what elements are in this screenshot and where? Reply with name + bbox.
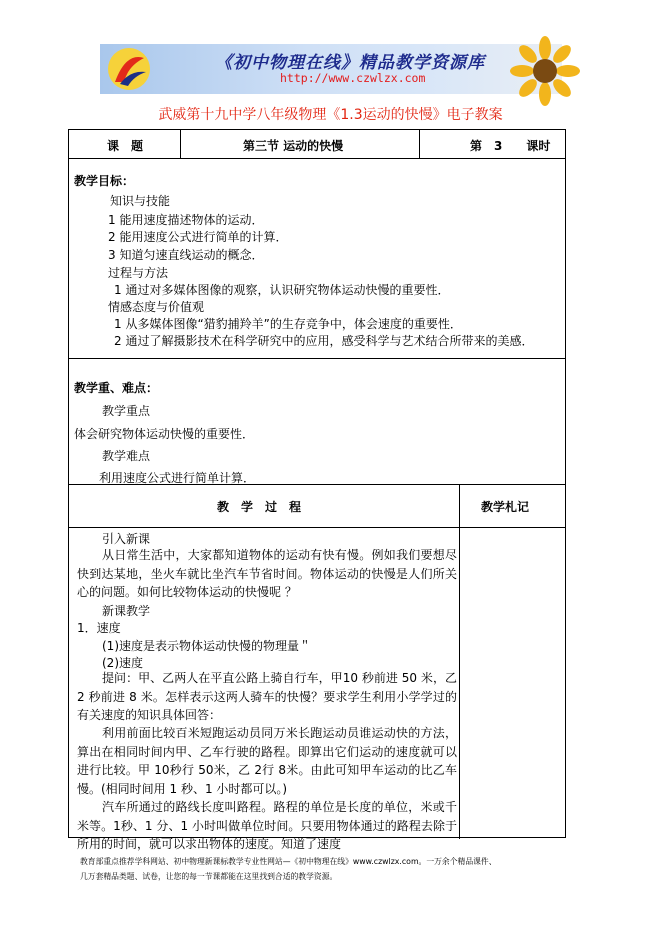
key-point-label: 教学重点 [102,404,151,418]
objectives-heading: 教学目标： [74,174,135,188]
period-label: 第 3 课时 [470,139,551,153]
definition-line: (1)速度是表示物体运动快慢的物理量＂ [102,639,311,653]
objective-line: 1 通过对多媒体图像的观察，认识研究物体运动快慢的重要性． [114,283,450,297]
objective-line: 3 知道匀速直线运动的概念． [108,248,264,262]
question-paragraph: 提问：甲、乙两人在平直公路上骑自行车，甲10 秒前进 50 米，乙 2 秒前进 8 米。怎样表示这两人骑车的快慢？要求学生利用小学学过的有关速度的知识具体回答： [77,671,457,722]
sunflower-icon [510,36,580,106]
objective-line: 情感态度与价值观 [108,300,205,314]
topic-value: 第三节 运动的快慢 [243,139,344,153]
key-point-text: 体会研究物体运动快慢的重要性． [74,427,255,441]
key-points-heading: 教学重、难点： [74,381,159,395]
new-lesson-label: 新课教学 [102,604,151,618]
section-speed: 1．速度 [77,621,121,635]
row-divider [69,158,565,159]
intro-paragraph: 从日常生活中，大家都知道物体的运动有快有慢。例如我们要想尽快到达某地，坐火车就比坐汽车节省时间。物体运动的快慢是人们所关心的问题。如何比较物体运动的快慢呢 ？ [77,548,457,599]
col-divider [180,130,181,158]
objective-line: 过程与方法 [108,266,169,280]
objective-line: 2 通过了解摄影技术在科学研究中的应用，感受科学与艺术结合所带来的美感． [114,334,534,348]
footer-line: 几万套精品类题、试卷，让您的每一节课都能在这里找到合适的教学资源。 [80,872,338,881]
site-banner [100,44,562,94]
definition-line: (2)速度 [102,656,143,670]
intro-label: 引入新课 [102,532,151,546]
difficult-point-label: 教学难点 [102,449,151,463]
objective-line: 1 从多媒体图像“猎豹捕羚羊”的生存竞争中，体会速度的重要性． [114,317,462,331]
row-divider [69,527,565,528]
answer-paragraph: 利用前面比较百米短跑运动员同万米长跑运动员谁运动快的方法，算出在相同时间内甲、乙车行驶的路程。即算出它们运动的速度就可以进行比较。甲 10秒行 50米，乙 2行 8米。由此可知甲车运动的比乙车慢。(相同时间用 1 秒、1 小时都可以。) [77,726,457,796]
objective-line: 2 能用速度公式进行简单的计算． [108,230,288,244]
objective-line: 1 能用速度描述物体的运动． [108,213,264,227]
page-footer [80,854,600,884]
col-divider [459,484,460,839]
banner-url[interactable]: http://www.czwlzx.com [280,71,426,85]
footer-line: 教育部重点推荐学科网站、初中物理新课标教学专业性网站—《初中物理在线》www.czwlzx.com。一万余个精品课件、 [80,857,497,866]
topic-label: 课 题 [107,139,144,153]
process-header: 教 学 过 程 [217,500,302,514]
col-divider [419,130,420,158]
document-title: 武威第十九中学八年级物理《1.3运动的快慢》电子教案 [158,107,503,123]
row-divider [69,358,565,359]
lesson-plan-table [68,129,566,851]
path-paragraph: 汽车所通过的路线长度叫路程。路程的单位是长度的单位，米或千米等。1秒、1 分、1 小时叫做单位时间。只要用物体通过的路程去除于所用的时间，就可以求出物体的速度。知道了速度 [77,800,457,851]
site-logo-icon [106,46,152,92]
difficult-point-text: 利用速度公式进行简单计算． [99,471,256,485]
banner-title: 《初中物理在线》精品教学资源库 [215,53,485,73]
notes-header: 教学札记 [481,500,530,514]
objective-line: 知识与技能 [110,194,171,208]
